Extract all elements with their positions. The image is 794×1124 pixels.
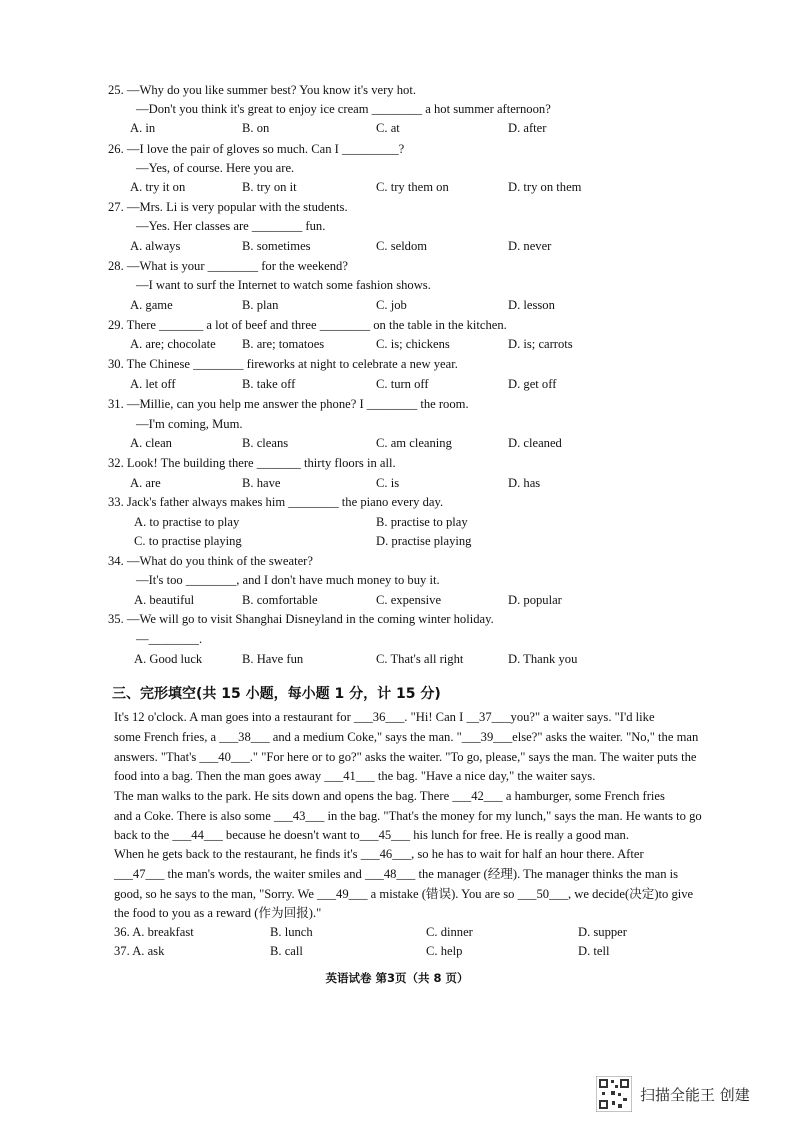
q30-option-d: D. get off bbox=[508, 377, 557, 391]
q28-option-c: C. job bbox=[376, 298, 407, 312]
q29-option-a: A. are; chocolate bbox=[130, 337, 216, 351]
cloze-line-3: answers. "That's ___40___." "For here or to go?" asks the waiter. "To go, please," says the man. The waiter puts the bbox=[114, 750, 697, 764]
cloze-line-11: the food to you as a reward (作为回报)." bbox=[114, 906, 322, 920]
q34-response: —It's too ________, and I don't have much money to buy it. bbox=[136, 573, 440, 587]
q32-option-b: B. have bbox=[242, 476, 281, 490]
q28-option-b: B. plan bbox=[242, 298, 279, 312]
q30-option-b: B. take off bbox=[242, 377, 296, 391]
q30-stem: 30. The Chinese ________ fireworks at night to celebrate a new year. bbox=[108, 357, 458, 371]
q36-option-d: D. supper bbox=[578, 925, 627, 939]
q26-option-c: C. try them on bbox=[376, 180, 449, 194]
q26-option-d: D. try on them bbox=[508, 180, 582, 194]
q32-option-d: D. has bbox=[508, 476, 541, 490]
q35-option-c: C. That's all right bbox=[376, 652, 464, 666]
q28-option-d: D. lesson bbox=[508, 298, 555, 312]
q28-stem: 28. —What is your ________ for the weekend? bbox=[108, 259, 348, 273]
q34-option-a: A. beautiful bbox=[134, 593, 195, 607]
q32-option-a: A. are bbox=[130, 476, 161, 490]
q36-option-a: 36. A. breakfast bbox=[114, 925, 194, 939]
q27-response: —Yes. Her classes are ________ fun. bbox=[136, 219, 326, 233]
cloze-line-1: It's 12 o'clock. A man goes into a restaurant for ___36___. "Hi! Can I __37___you?" a waiter says. "I'd like bbox=[114, 710, 655, 724]
q31-option-c: C. am cleaning bbox=[376, 436, 452, 450]
section3-heading: 三、完形填空(共 15 小题，每小题 1 分，计 15 分) bbox=[112, 686, 441, 702]
q35-option-b: B. Have fun bbox=[242, 652, 304, 666]
q28-response: —I want to surf the Internet to watch some fashion shows. bbox=[136, 278, 431, 292]
q27-option-a: A. always bbox=[130, 239, 181, 253]
q26-option-a: A. try it on bbox=[130, 180, 186, 194]
q25-response: —Don't you think it's great to enjoy ice cream ________ a hot summer afternoon? bbox=[136, 102, 551, 116]
q35-option-d: D. Thank you bbox=[508, 652, 578, 666]
page-footer: 英语试卷 第3页（共 8 页） bbox=[325, 971, 469, 985]
q35-response: —________. bbox=[136, 632, 203, 646]
cloze-line-6: and a Coke. There is also some ___43___ in the bag. "That's the money for my lunch," says the man. He wants to go bbox=[114, 809, 702, 823]
q30-option-c: C. turn off bbox=[376, 377, 429, 391]
q35-stem: 35. —We will go to visit Shanghai Disneyland in the coming winter holiday. bbox=[108, 612, 494, 626]
q33-stem: 33. Jack's father always makes him ________ the piano every day. bbox=[108, 495, 444, 509]
q27-stem: 27. —Mrs. Li is very popular with the students. bbox=[108, 200, 348, 214]
q36-option-c: C. dinner bbox=[426, 925, 473, 939]
q37-option-b: B. call bbox=[270, 944, 303, 958]
q27-option-c: C. seldom bbox=[376, 239, 428, 253]
q37-option-d: D. tell bbox=[578, 944, 610, 958]
cloze-line-9: ___47___ the man's words, the waiter smiles and ___48___ the manager (经理). The manager thinks the man is bbox=[114, 867, 679, 881]
cloze-line-4: food into a bag. Then the man goes away ___41___ the bag. "Have a nice day," the waiter says. bbox=[114, 769, 596, 783]
cloze-line-7: back to the ___44___ because he doesn't want to___45___ his lunch for free. He is really a good man. bbox=[114, 828, 629, 842]
q36-option-b: B. lunch bbox=[270, 925, 313, 939]
q29-option-b: B. are; tomatoes bbox=[242, 337, 325, 351]
q33-option-c: C. to practise playing bbox=[134, 534, 242, 548]
q32-option-c: C. is bbox=[376, 476, 400, 490]
watermark-text: 扫描全能王 创建 bbox=[640, 1086, 750, 1104]
q25-option-a: A. in bbox=[130, 121, 156, 135]
q32-stem: 32. Look! The building there _______ thirty floors in all. bbox=[108, 456, 396, 470]
q34-option-c: C. expensive bbox=[376, 593, 442, 607]
q35-option-a: A. Good luck bbox=[134, 652, 203, 666]
cloze-line-2: some French fries, a ___38___ and a medium Coke," says the man. "___39___else?" asks the waiter. "No," the man bbox=[114, 730, 699, 744]
q33-option-b: B. practise to play bbox=[376, 515, 468, 529]
q37-option-c: C. help bbox=[426, 944, 463, 958]
q25-stem: 25. —Why do you like summer best? You know it's very hot. bbox=[108, 83, 416, 97]
q31-stem: 31. —Millie, can you help me answer the phone? I ________ the room. bbox=[108, 397, 469, 411]
q31-option-b: B. cleans bbox=[242, 436, 289, 450]
q28-option-a: A. game bbox=[130, 298, 173, 312]
q26-stem: 26. —I love the pair of gloves so much. Can I _________? bbox=[108, 142, 405, 156]
q34-option-b: B. comfortable bbox=[242, 593, 318, 607]
q33-option-a: A. to practise to play bbox=[134, 515, 240, 529]
q27-option-b: B. sometimes bbox=[242, 239, 311, 253]
q37-option-a: 37. A. ask bbox=[114, 944, 165, 958]
q30-option-a: A. let off bbox=[130, 377, 176, 391]
q34-stem: 34. —What do you think of the sweater? bbox=[108, 554, 313, 568]
q25-option-b: B. on bbox=[242, 121, 270, 135]
q27-option-d: D. never bbox=[508, 239, 552, 253]
q29-option-d: D. is; carrots bbox=[508, 337, 573, 351]
q31-option-d: D. cleaned bbox=[508, 436, 562, 450]
q25-option-d: D. after bbox=[508, 121, 547, 135]
q25-option-c: C. at bbox=[376, 121, 400, 135]
q34-option-d: D. popular bbox=[508, 593, 562, 607]
q26-response: —Yes, of course. Here you are. bbox=[136, 161, 295, 175]
cloze-line-5: The man walks to the park. He sits down and opens the bag. There ___42___ a hamburger, some French fries bbox=[114, 789, 665, 803]
qr-code-icon bbox=[596, 1076, 632, 1112]
cloze-line-10: good, so he says to the man, "Sorry. We ___49___ a mistake (错误). You are so ___50___, we decide(决定)to give bbox=[114, 887, 694, 901]
q33-option-d: D. practise playing bbox=[376, 534, 472, 548]
q26-option-b: B. try on it bbox=[242, 180, 297, 194]
q29-option-c: C. is; chickens bbox=[376, 337, 450, 351]
cloze-line-8: When he gets back to the restaurant, he finds it's ___46___, so he has to wait for half an hour there. After bbox=[114, 847, 644, 861]
q29-stem: 29. There _______ a lot of beef and three ________ on the table in the kitchen. bbox=[108, 318, 507, 332]
q31-option-a: A. clean bbox=[130, 436, 172, 450]
scanner-watermark bbox=[596, 1076, 786, 1112]
q31-response: —I'm coming, Mum. bbox=[136, 417, 243, 431]
